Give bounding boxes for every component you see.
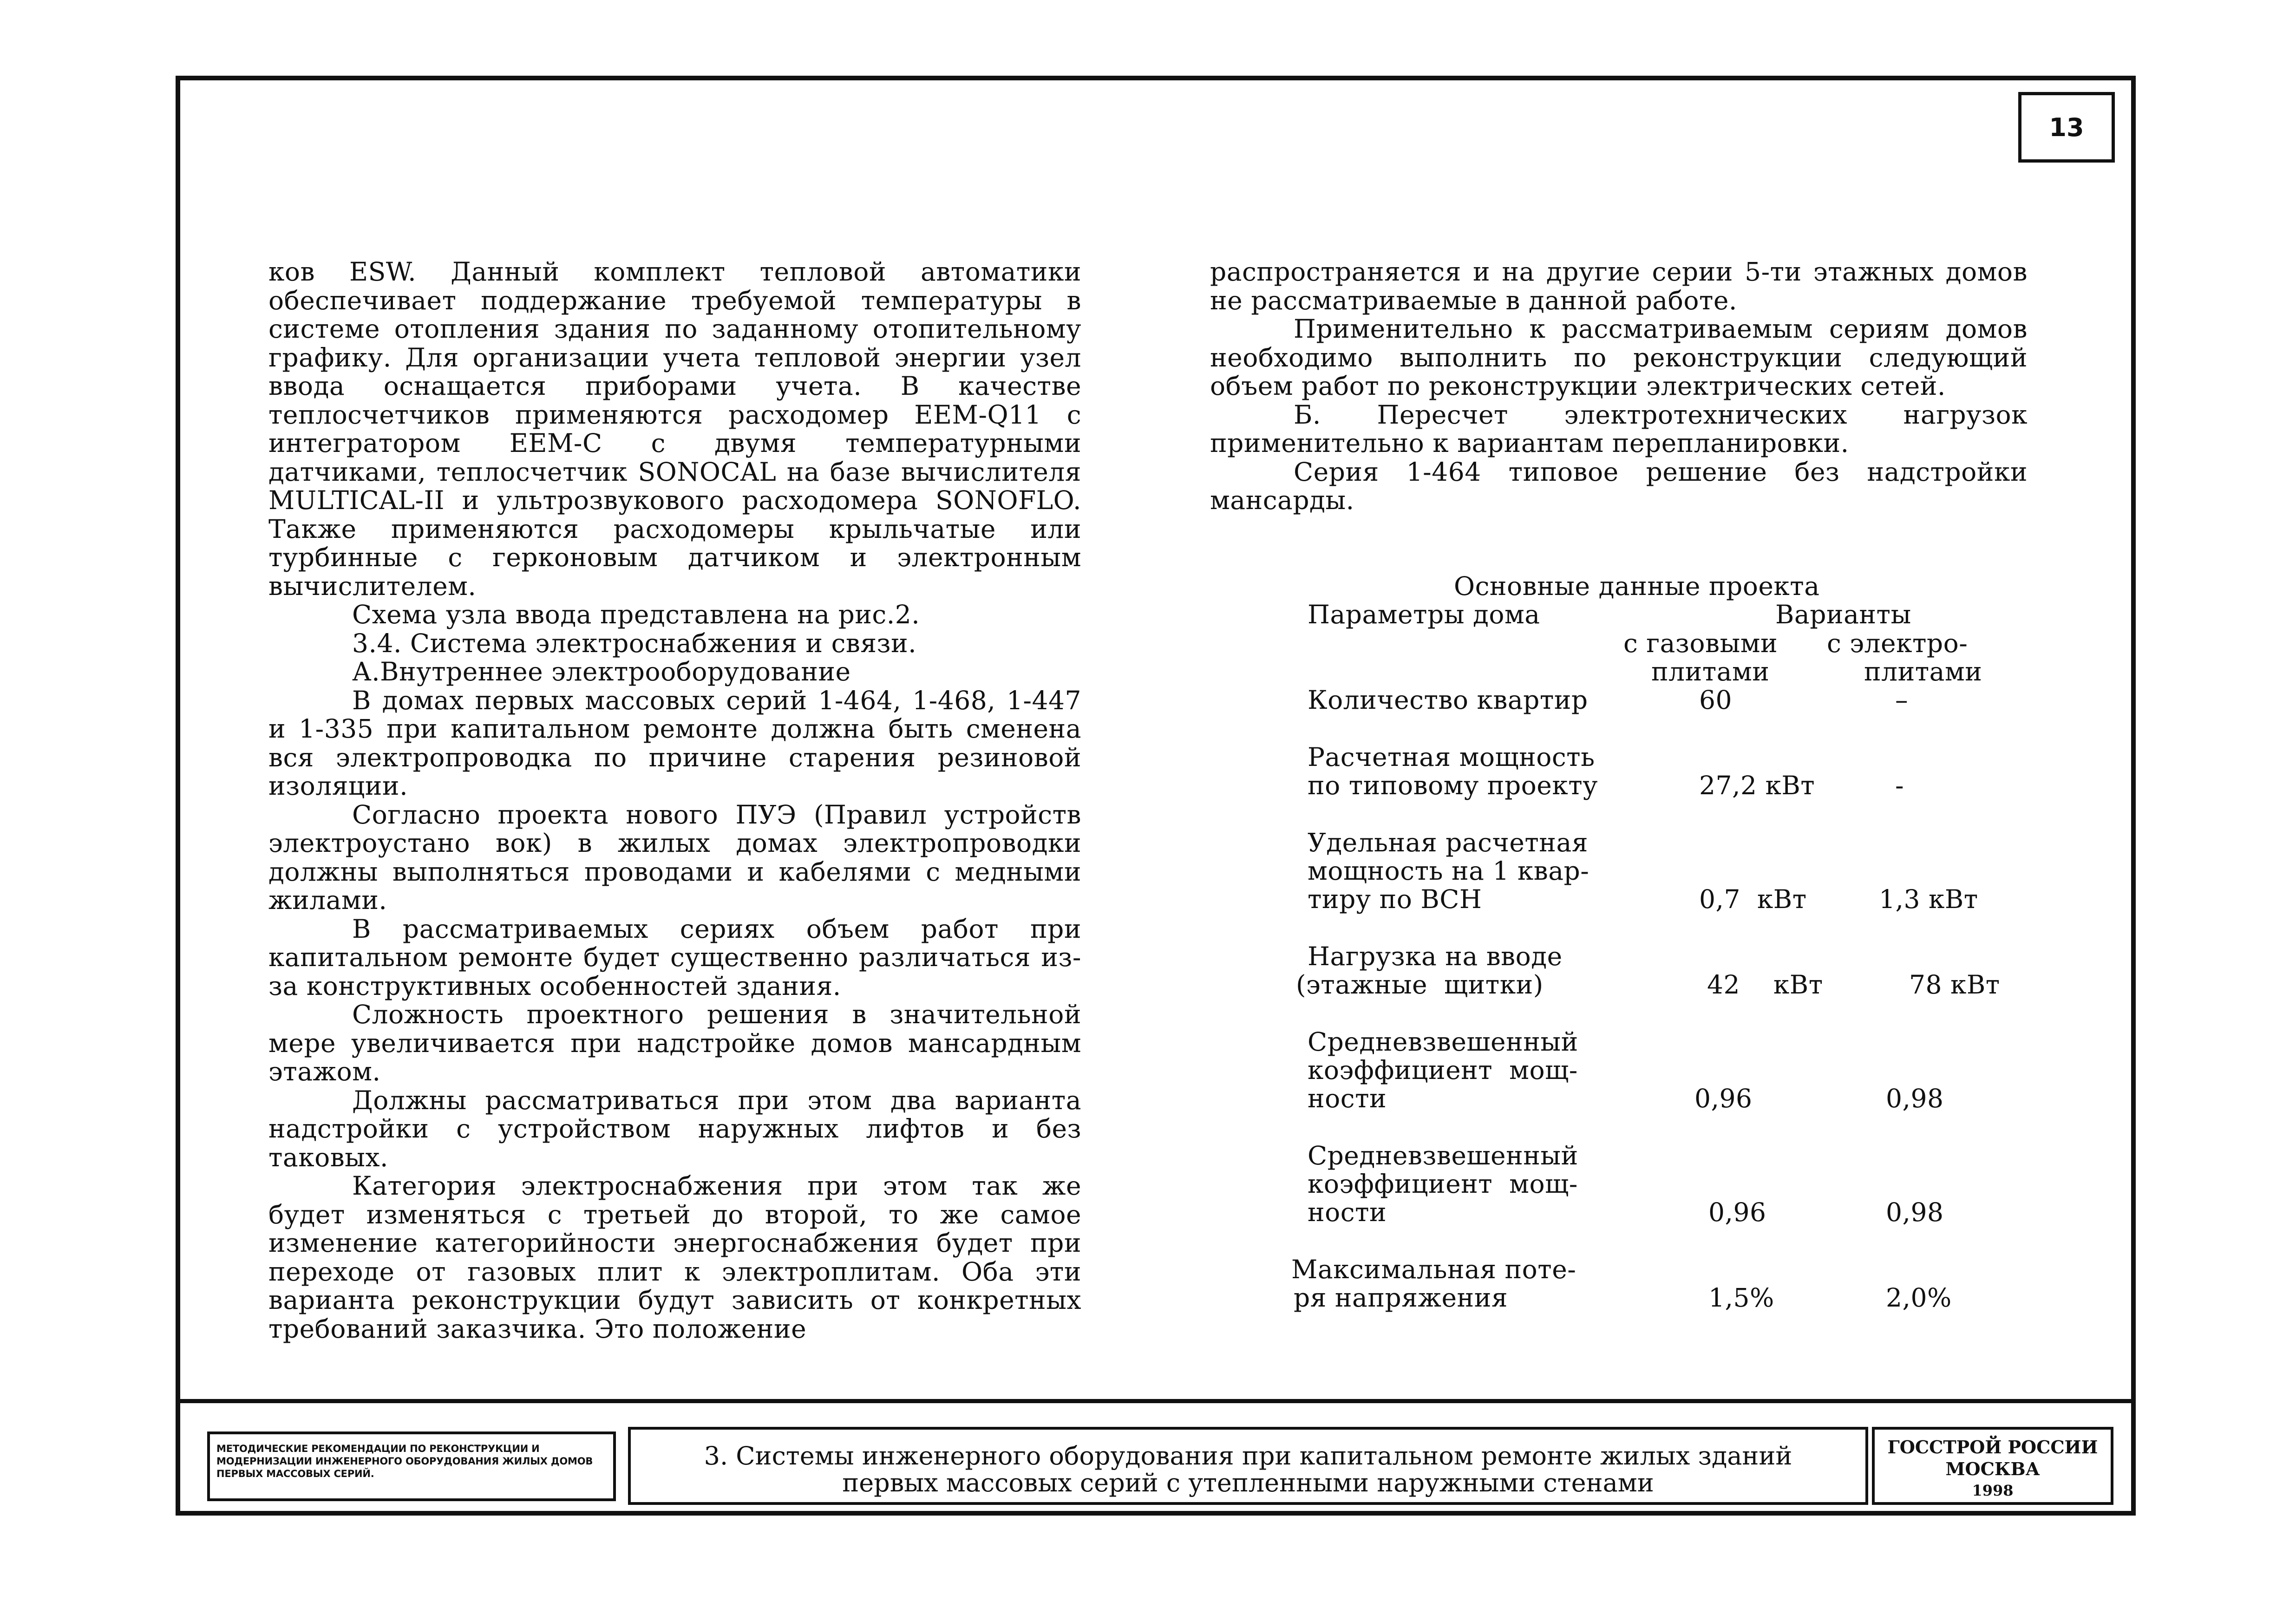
table-row-label: ря напряжения <box>1294 1283 1508 1313</box>
table-cell-gas: 27,2 кВт <box>1699 771 1815 800</box>
table-row-label: ности <box>1308 1197 1387 1227</box>
left-paragraph: Согласно проекта нового ПУЭ (Правил устройств электроустано вок) в жилых домах электропроводки должны выполняться проводами и кабелями с медными жилами. <box>268 799 1081 915</box>
table-row-label: Средневзвешенный <box>1308 1027 1578 1057</box>
left-paragraph: Схема узла ввода представлена на рис.2. <box>352 600 920 629</box>
table-cell-electric: - <box>1895 771 1904 800</box>
table-cell-electric: 0,98 <box>1886 1197 1944 1227</box>
right-paragraph: Применительно к рассматриваемым сериям домов необходимо выполнить по реконструкции следующий объем работ по реконструкции электрических сетей. <box>1210 314 2028 401</box>
drawing-title <box>628 1427 1868 1505</box>
table-row-label: коэффициент мощ- <box>1308 1055 1578 1085</box>
table-row-label: Количество квартир <box>1308 685 1588 715</box>
col-gas-header: с газовыми <box>1623 628 1778 658</box>
title-block-divider <box>180 1399 2131 1403</box>
left-paragraph: 3.4. Система электроснабжения и связи. <box>352 628 917 658</box>
authority-year: 1998 <box>1972 1482 2014 1499</box>
right-paragraph: Серия 1-464 типовое решение без надстройки мансарды. <box>1210 457 2028 515</box>
drawing-title-line: первых массовых серий с утепленными наружными стенами <box>842 1468 1654 1497</box>
left-paragraph: В рассматриваемых сериях объем работ при капитальном ремонте будет существенно различаться из-за конструктивных особенностей здания. <box>268 914 1081 1001</box>
authority-city: МОСКВА <box>1945 1458 2040 1479</box>
table-row-label: Расчетная мощность <box>1308 742 1595 772</box>
table-row-label: Удельная расчетная <box>1308 828 1588 857</box>
table-cell-gas: 0,96 <box>1694 1084 1753 1113</box>
left-paragraph: Категория электроснабжения при этом так же будет изменяться с третьей до второй, то же самое изменение категорийности энергоснабжения будет при переходе от газовых плит к электроплитам. Оба эти варианта реконструкции будут зависить от конкретных требований заказчика. Это положение <box>268 1171 1081 1344</box>
left-paragraph: Сложность проектного решения в значительной мере увеличивается при надстройке домов мансардным этажом. <box>268 1000 1081 1086</box>
drawing-title-line: 3. Системы инженерного оборудования при капитальном ремонте жилых зданий <box>704 1441 1792 1471</box>
table-caption: Основные данные проекта <box>1454 571 1820 601</box>
page-number: 13 <box>2018 92 2115 163</box>
table-cell-gas: 42 кВт <box>1707 970 1823 1000</box>
param-header: Параметры дома <box>1308 600 1540 629</box>
table-cell-gas: 0,7 кВт <box>1699 884 1807 914</box>
right-paragraph: распространяется и на другие серии 5-ти этажных домов не рассматриваемые в данной работе. <box>1210 257 2028 315</box>
table-cell-gas: 0,96 <box>1708 1197 1766 1227</box>
authority-stamp <box>1872 1427 2113 1505</box>
table-row-label: коэффициент мощ- <box>1308 1169 1578 1199</box>
left-paragraph: ков ESW. Данный комплект тепловой автоматики обеспечивает поддержание требуемой температуры в системе отопления здания по заданному отопительному графику. Для организации учета тепловой энергии узел ввода оснащается приборами учета. В качестве теплосчетчиков применяются расходомер EEM-Q11 с интегратором EEM-C с двумя температурными датчиками, теплосчетчик SONOCAL на базе вычислителя MULTICAL-II и ультрозвукового расходомера SONOFLO. Также применяются расходомеры крыльчатые или турбинные с герконовым датчиком и электронным вычислителем. <box>268 257 1081 601</box>
col-electric-header: с электро- <box>1827 628 1968 658</box>
table-cell-gas: 60 <box>1699 685 1732 715</box>
table-cell-electric: 78 кВт <box>1909 970 2000 1000</box>
table-cell-gas: 1,5% <box>1708 1283 1774 1313</box>
authority-name: ГОССТРОЙ РОССИИ <box>1887 1437 2098 1458</box>
variants-header: Варианты <box>1775 600 1911 629</box>
organization-stamp: МЕТОДИЧЕСКИЕ РЕКОМЕНДАЦИИ ПО РЕКОНСТРУКЦИИ И МОДЕРНИЗАЦИИ ИНЖЕНЕРНОГО ОБОРУДОВАНИЯ ЖИЛЫХ ДОМОВ ПЕРВЫХ МАССОВЫХ СЕРИЙ. <box>207 1431 616 1501</box>
table-row-label: Нагрузка на вводе <box>1308 941 1563 971</box>
left-paragraph: Должны рассматриваться при этом два варианта надстройки с устройством наружных лифтов и без таковых. <box>268 1085 1081 1172</box>
right-paragraph: Б. Пересчет электротехнических нагрузок применительно к вариантам перепланировки. <box>1210 399 2028 458</box>
table-cell-electric: 0,98 <box>1886 1084 1944 1113</box>
table-row-label: ности <box>1308 1084 1387 1113</box>
table-row-label: Средневзвешенный <box>1308 1141 1578 1170</box>
left-paragraph: В домах первых массовых серий 1-464, 1-468, 1-447 и 1-335 при капитальном ремонте должна быть сменена вся электропроводка по причине старения резиновой изоляции. <box>268 685 1081 801</box>
table-row-label: мощность на 1 квар- <box>1308 856 1590 886</box>
left-paragraph: А.Внутреннее электрооборудование <box>352 657 851 686</box>
col-electric-header: плитами <box>1864 657 1982 686</box>
table-row-label: (этажные щитки) <box>1296 970 1544 1000</box>
table-cell-electric: – <box>1895 685 1908 715</box>
table-row-label: тиру по ВСН <box>1308 884 1482 914</box>
table-row-label: Максимальная поте- <box>1291 1255 1576 1284</box>
table-cell-electric: 2,0% <box>1886 1283 1952 1313</box>
col-gas-header: плитами <box>1651 657 1770 686</box>
table-cell-electric: 1,3 кВт <box>1879 884 1978 914</box>
table-row-label: по типовому проекту <box>1308 771 1598 800</box>
